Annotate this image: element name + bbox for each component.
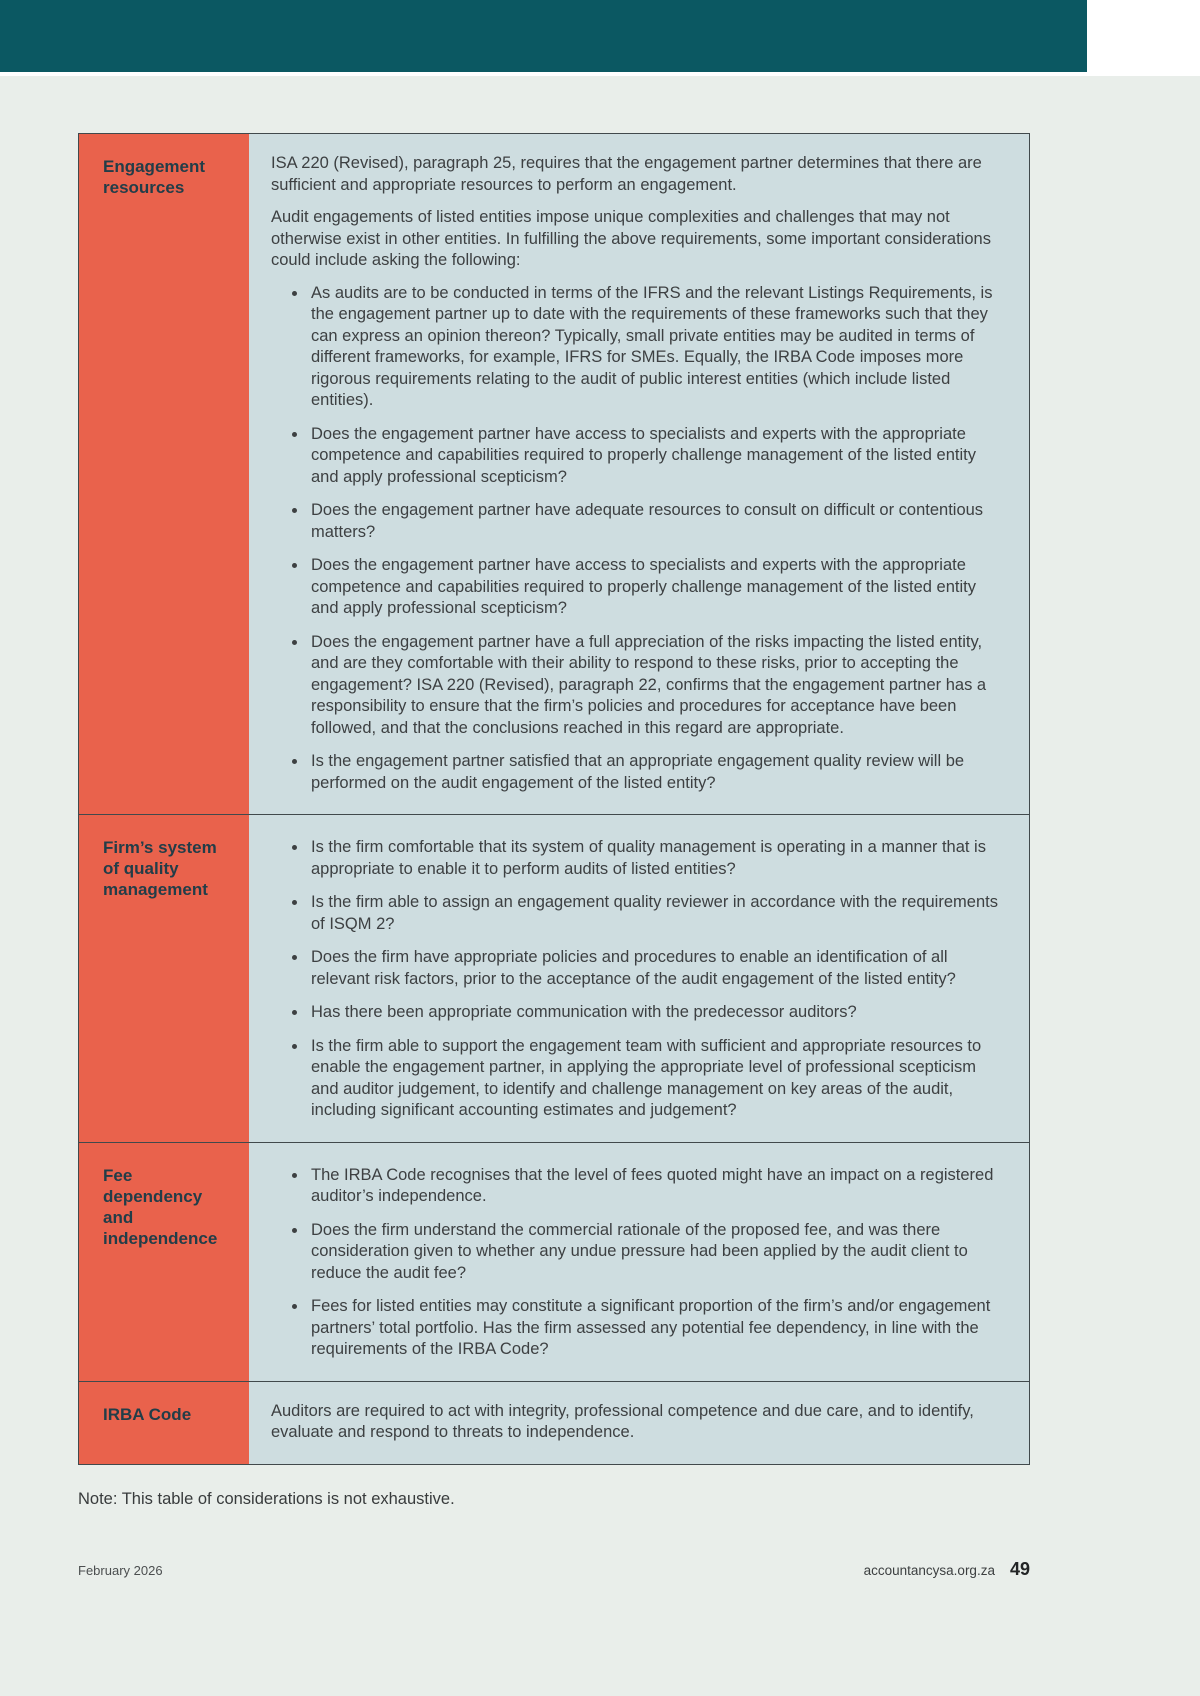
bullet-item: • Does the firm understand the commercial rationale of the proposed fee, and was there consideration given to whether any undue pressure had been applied by the audit client to reduce the audit fee?	[308, 1220, 1005, 1285]
masthead-bar	[0, 0, 1087, 72]
bullet-item: • Has there been appropriate communication with the predecessor auditors?	[308, 1002, 1005, 1024]
bullet-item: • As audits are to be conducted in terms of the IFRS and the relevant Listings Requirements, is the engagement partner up to date with the requirements of these frameworks such that they can express an opinion thereon? Typically, small private entities may be audited in terms of different frameworks, for example, IFRS for SMEs. Equally, the IRBA Code imposes more rigorous requirements relating to the audit of public interest entities (which include listed entities).	[308, 283, 1005, 412]
table-row	[79, 1381, 1029, 1464]
row-header-label: Fee dependency and independence	[103, 1165, 218, 1248]
bullet-item: • Is the firm able to assign an engagement quality reviewer in accordance with the requirements of ISQM 2?	[308, 892, 1005, 935]
row-header-label: IRBA Code	[103, 1404, 192, 1424]
row-header-label: Firm’s system of quality management	[103, 838, 217, 899]
row-header-cell	[79, 815, 249, 1142]
page-top-strip	[0, 0, 1200, 76]
row-header-cell	[79, 1382, 249, 1464]
bullet-item: • Is the firm comfortable that its system of quality management is operating in a manner that is appropriate to enable it to perform audits of listed entities?	[308, 837, 1005, 880]
footer-website: accountancysa.org.za	[863, 1562, 995, 1578]
bullet-item: • Does the engagement partner have adequate resources to consult on difficult or contentious matters?	[308, 500, 1005, 543]
footer-date: February 2026	[78, 1562, 163, 1578]
bullet-item: • Does the engagement partner have a full appreciation of the risks impacting the listed entity, and are they comfortable with their ability to respond to these risks, prior to accepting the engagement? ISA 220 (Revised), paragraph 22, confirms that the engagement partner has a responsibility to ensure that the firm’s policies and procedures for acceptance have been followed, and that the conclusions reached in this regard are appropriate.	[308, 632, 1005, 740]
cell-paragraph: Audit engagements of listed entities impose unique complexities and challenges that may not otherwise exist in other entities. In fulfilling the above requirements, some important considerations could include asking the following:	[271, 208, 991, 269]
considerations-table	[78, 133, 1030, 1465]
table-note: Note: This table of considerations is not exhaustive.	[78, 1489, 455, 1508]
bullet-list	[271, 1165, 1005, 1361]
row-header-label: Engagement resources	[103, 157, 206, 197]
row-content-cell	[249, 1382, 1029, 1464]
bullet-list	[271, 283, 1005, 795]
table-row	[79, 134, 1029, 814]
table-row	[79, 814, 1029, 1142]
bullet-item: • Does the engagement partner have access to specialists and experts with the appropriate competence and capabilities required to properly challenge management of the listed entity and apply professional scepticism?	[308, 555, 1005, 620]
bullet-item: • The IRBA Code recognises that the level of fees quoted might have an impact on a registered auditor’s independence.	[308, 1165, 1005, 1208]
bullet-list	[271, 837, 1005, 1122]
bullet-item: • Does the engagement partner have access to specialists and experts with the appropriate competence and capabilities required to properly challenge management of the listed entity and apply professional scepticism?	[308, 424, 1005, 489]
row-content-cell	[249, 1143, 1029, 1381]
bullet-item: • Is the firm able to support the engagement team with sufficient and appropriate resources to enable the engagement partner, in applying the appropriate level of professional scepticism and auditor judgement, to identify and challenge management on key areas of the audit, including significant accounting estimates and judgement?	[308, 1036, 1005, 1122]
page-footer	[78, 1559, 1030, 1580]
page-content	[78, 133, 1030, 1580]
bullet-item: • Is the engagement partner satisfied that an appropriate engagement quality review will be performed on the audit engagement of the listed entity?	[308, 751, 1005, 794]
cell-paragraph: ISA 220 (Revised), paragraph 25, requires that the engagement partner determines that there are sufficient and appropriate resources to perform an engagement.	[271, 154, 982, 194]
bullet-item: • Fees for listed entities may constitute a significant proportion of the firm’s and/or engagement partners’ total portfolio. Has the firm assessed any potential fee dependency, in line with the requirements of the IRBA Code?	[308, 1296, 1005, 1361]
footer-page-number: 49	[1009, 1558, 1030, 1579]
row-content-cell	[249, 134, 1029, 814]
row-header-cell	[79, 134, 249, 814]
table-row	[79, 1142, 1029, 1381]
cell-paragraph: Auditors are required to act with integrity, professional competence and due care, and to identify, evaluate and respond to threats to independence.	[271, 1401, 974, 1441]
bullet-item: • Does the firm have appropriate policies and procedures to enable an identification of all relevant risk factors, prior to the acceptance of the audit engagement of the listed entity?	[308, 947, 1005, 990]
footer-right-group	[864, 1559, 1030, 1580]
row-header-cell	[79, 1143, 249, 1381]
row-content-cell	[249, 815, 1029, 1142]
